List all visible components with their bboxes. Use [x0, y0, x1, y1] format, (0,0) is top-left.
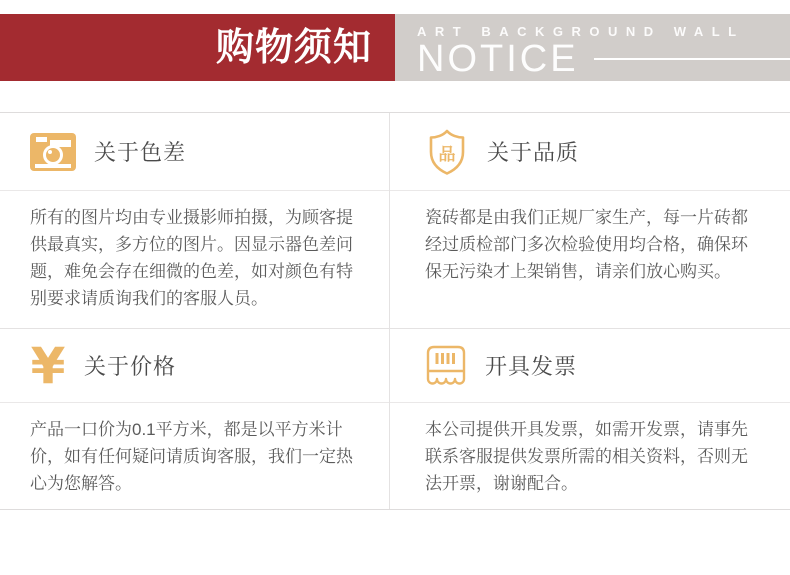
page-title: 购物须知 [215, 26, 372, 69]
section-body-text: 所有的图片均由专业摄影师拍摄，为顾客提供最真实，多方位的图片。因显示器色差问题，难免会存在细微的色差，如对颜色有特别要求请质询我们的客服人员。 [30, 208, 353, 308]
section-quality [390, 113, 790, 328]
banner-subtitle-en: ART BACKGROUND WALL [417, 24, 745, 39]
yuan-price-icon: ¥ [30, 336, 66, 395]
section-title: 关于价格 [84, 354, 177, 379]
notice-grid [0, 112, 790, 510]
banner-gray-block [395, 14, 790, 81]
section-title: 关于品质 [487, 140, 580, 165]
section-body-text: 瓷砖都是由我们正规厂家生产，每一片砖都经过质检部门多次检验使用均合格，确保环保无污染才上架销售，请亲们放心购买。 [425, 208, 748, 281]
section-title: 开具发票 [485, 354, 578, 379]
banner-red-block [0, 14, 395, 81]
section-body-text: 本公司提供开具发票，如需开发票，请事先联系客服提供发票所需的相关资料，否则无法开票，谢谢配合。 [425, 420, 748, 493]
banner-decor-line [594, 58, 790, 60]
section-color-difference [0, 113, 390, 328]
section-title-row [0, 329, 389, 403]
section-title-row [390, 329, 790, 403]
section-title: 关于色差 [94, 140, 187, 165]
section-title-row [0, 113, 389, 191]
invoice-receipt-icon [425, 344, 467, 388]
section-price [0, 329, 390, 509]
camera-icon [30, 132, 76, 172]
banner-notice-word: NOTICE [417, 38, 579, 80]
quality-shield-icon [425, 128, 469, 176]
section-body-text: 产品一口价为0.1平方米，都是以平方米计价，如有任何疑问请质询客服，我们一定热心为您解答。 [30, 420, 353, 493]
svg-text:品: 品 [438, 144, 456, 165]
section-invoice [390, 329, 790, 509]
notice-banner [0, 14, 790, 81]
section-title-row [390, 113, 790, 191]
